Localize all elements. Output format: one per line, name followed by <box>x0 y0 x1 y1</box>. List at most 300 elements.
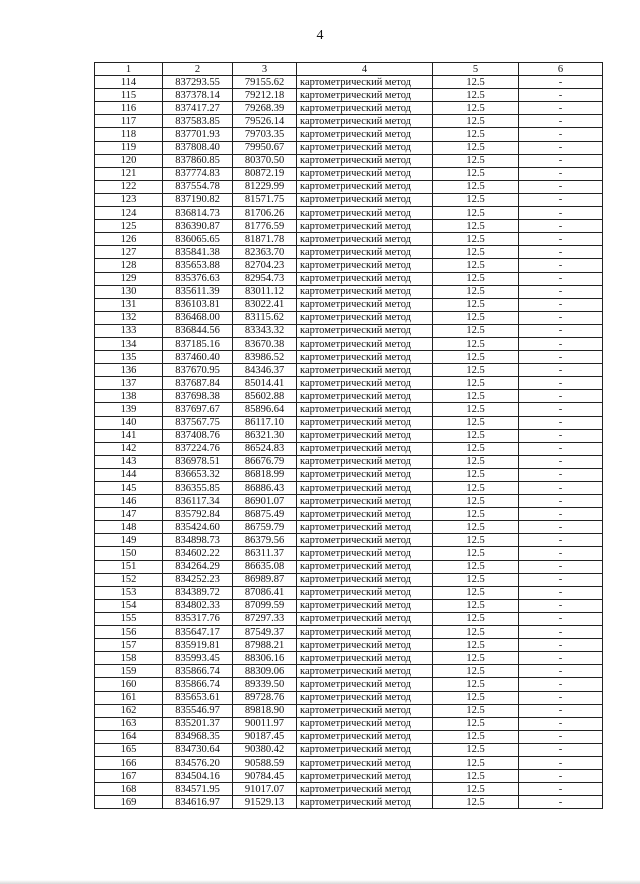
method-cell: картометрический метод <box>297 272 433 285</box>
note-cell: - <box>519 167 603 180</box>
note-cell: - <box>519 612 603 625</box>
table-row <box>95 193 603 206</box>
point-number-cell: 144 <box>95 468 163 481</box>
y-coordinate-cell: 86886.43 <box>233 482 297 495</box>
method-cell: картометрический метод <box>297 783 433 796</box>
y-coordinate-cell: 81571.75 <box>233 193 297 206</box>
y-coordinate-cell: 83670.38 <box>233 337 297 350</box>
point-number-cell: 136 <box>95 364 163 377</box>
x-coordinate-cell: 835866.74 <box>163 665 233 678</box>
note-cell: - <box>519 403 603 416</box>
table-row <box>95 337 603 350</box>
table-row <box>95 102 603 115</box>
x-coordinate-cell: 837378.14 <box>163 89 233 102</box>
note-cell: - <box>519 128 603 141</box>
y-coordinate-cell: 81776.59 <box>233 220 297 233</box>
note-cell: - <box>519 743 603 756</box>
table-row <box>95 272 603 285</box>
accuracy-cell: 12.5 <box>433 482 519 495</box>
x-coordinate-cell: 837698.38 <box>163 390 233 403</box>
method-cell: картометрический метод <box>297 560 433 573</box>
table-row <box>95 796 603 809</box>
accuracy-cell: 12.5 <box>433 416 519 429</box>
note-cell: - <box>519 364 603 377</box>
note-cell: - <box>519 246 603 259</box>
y-coordinate-cell: 86676.79 <box>233 455 297 468</box>
y-coordinate-cell: 90784.45 <box>233 770 297 783</box>
note-cell: - <box>519 678 603 691</box>
point-number-cell: 168 <box>95 783 163 796</box>
accuracy-cell: 12.5 <box>433 246 519 259</box>
method-cell: картометрический метод <box>297 324 433 337</box>
note-cell: - <box>519 390 603 403</box>
table-row <box>95 180 603 193</box>
x-coordinate-cell: 835317.76 <box>163 612 233 625</box>
point-number-cell: 160 <box>95 678 163 691</box>
y-coordinate-cell: 81871.78 <box>233 233 297 246</box>
method-cell: картометрический метод <box>297 626 433 639</box>
note-cell: - <box>519 730 603 743</box>
point-number-cell: 164 <box>95 730 163 743</box>
method-cell: картометрический метод <box>297 678 433 691</box>
y-coordinate-cell: 79950.67 <box>233 141 297 154</box>
y-coordinate-cell: 86875.49 <box>233 508 297 521</box>
point-number-cell: 135 <box>95 351 163 364</box>
method-cell: картометрический метод <box>297 730 433 743</box>
accuracy-cell: 12.5 <box>433 534 519 547</box>
table-row <box>95 285 603 298</box>
y-coordinate-cell: 87549.37 <box>233 626 297 639</box>
accuracy-cell: 12.5 <box>433 442 519 455</box>
note-cell: - <box>519 626 603 639</box>
x-coordinate-cell: 836844.56 <box>163 324 233 337</box>
y-coordinate-cell: 86989.87 <box>233 573 297 586</box>
x-coordinate-cell: 837860.85 <box>163 154 233 167</box>
x-coordinate-cell: 837293.55 <box>163 76 233 89</box>
accuracy-cell: 12.5 <box>433 128 519 141</box>
x-coordinate-cell: 835919.81 <box>163 639 233 652</box>
y-coordinate-cell: 84346.37 <box>233 364 297 377</box>
y-coordinate-cell: 81706.26 <box>233 207 297 220</box>
accuracy-cell: 12.5 <box>433 573 519 586</box>
note-cell: - <box>519 442 603 455</box>
note-cell: - <box>519 468 603 481</box>
y-coordinate-cell: 91017.07 <box>233 783 297 796</box>
note-cell: - <box>519 534 603 547</box>
method-cell: картометрический метод <box>297 351 433 364</box>
accuracy-cell: 12.5 <box>433 364 519 377</box>
note-cell: - <box>519 429 603 442</box>
point-number-cell: 169 <box>95 796 163 809</box>
y-coordinate-cell: 81229.99 <box>233 180 297 193</box>
table-row <box>95 573 603 586</box>
y-coordinate-cell: 87099.59 <box>233 599 297 612</box>
accuracy-cell: 12.5 <box>433 508 519 521</box>
point-number-cell: 129 <box>95 272 163 285</box>
point-number-cell: 122 <box>95 180 163 193</box>
point-number-cell: 165 <box>95 743 163 756</box>
x-coordinate-cell: 834264.29 <box>163 560 233 573</box>
table-body <box>95 76 603 809</box>
y-coordinate-cell: 86321.30 <box>233 429 297 442</box>
method-cell: картометрический метод <box>297 298 433 311</box>
y-coordinate-cell: 82954.73 <box>233 272 297 285</box>
x-coordinate-cell: 837460.40 <box>163 351 233 364</box>
note-cell: - <box>519 717 603 730</box>
x-coordinate-cell: 834389.72 <box>163 586 233 599</box>
y-coordinate-cell: 90588.59 <box>233 756 297 769</box>
point-number-cell: 166 <box>95 756 163 769</box>
x-coordinate-cell: 835792.84 <box>163 508 233 521</box>
x-coordinate-cell: 836390.87 <box>163 220 233 233</box>
table-row <box>95 442 603 455</box>
point-number-cell: 161 <box>95 691 163 704</box>
y-coordinate-cell: 90380.42 <box>233 743 297 756</box>
column-header-2: 2 <box>163 63 233 76</box>
x-coordinate-cell: 836978.51 <box>163 455 233 468</box>
method-cell: картометрический метод <box>297 743 433 756</box>
table-row <box>95 403 603 416</box>
point-number-cell: 123 <box>95 193 163 206</box>
x-coordinate-cell: 837697.67 <box>163 403 233 416</box>
accuracy-cell: 12.5 <box>433 89 519 102</box>
note-cell: - <box>519 337 603 350</box>
method-cell: картометрический метод <box>297 128 433 141</box>
table-row <box>95 612 603 625</box>
method-cell: картометрический метод <box>297 599 433 612</box>
x-coordinate-cell: 834602.22 <box>163 547 233 560</box>
accuracy-cell: 12.5 <box>433 495 519 508</box>
point-number-cell: 155 <box>95 612 163 625</box>
note-cell: - <box>519 141 603 154</box>
accuracy-cell: 12.5 <box>433 770 519 783</box>
point-number-cell: 130 <box>95 285 163 298</box>
y-coordinate-cell: 91529.13 <box>233 796 297 809</box>
point-number-cell: 149 <box>95 534 163 547</box>
y-coordinate-cell: 86635.08 <box>233 560 297 573</box>
method-cell: картометрический метод <box>297 547 433 560</box>
point-number-cell: 148 <box>95 521 163 534</box>
point-number-cell: 163 <box>95 717 163 730</box>
method-cell: картометрический метод <box>297 246 433 259</box>
y-coordinate-cell: 86524.83 <box>233 442 297 455</box>
table-row <box>95 756 603 769</box>
table-row <box>95 665 603 678</box>
y-coordinate-cell: 86901.07 <box>233 495 297 508</box>
table-row <box>95 298 603 311</box>
table-row <box>95 495 603 508</box>
y-coordinate-cell: 86311.37 <box>233 547 297 560</box>
accuracy-cell: 12.5 <box>433 756 519 769</box>
y-coordinate-cell: 87086.41 <box>233 586 297 599</box>
y-coordinate-cell: 88306.16 <box>233 652 297 665</box>
x-coordinate-cell: 836653.32 <box>163 468 233 481</box>
method-cell: картометрический метод <box>297 717 433 730</box>
method-cell: картометрический метод <box>297 403 433 416</box>
table-row <box>95 704 603 717</box>
accuracy-cell: 12.5 <box>433 193 519 206</box>
x-coordinate-cell: 836103.81 <box>163 298 233 311</box>
method-cell: картометрический метод <box>297 442 433 455</box>
point-number-cell: 158 <box>95 652 163 665</box>
y-coordinate-cell: 86818.99 <box>233 468 297 481</box>
method-cell: картометрический метод <box>297 612 433 625</box>
note-cell: - <box>519 207 603 220</box>
note-cell: - <box>519 639 603 652</box>
accuracy-cell: 12.5 <box>433 207 519 220</box>
accuracy-cell: 12.5 <box>433 390 519 403</box>
accuracy-cell: 12.5 <box>433 691 519 704</box>
table-row <box>95 717 603 730</box>
point-number-cell: 162 <box>95 704 163 717</box>
table-row <box>95 599 603 612</box>
note-cell: - <box>519 482 603 495</box>
point-number-cell: 133 <box>95 324 163 337</box>
method-cell: картометрический метод <box>297 154 433 167</box>
y-coordinate-cell: 90187.45 <box>233 730 297 743</box>
table-row <box>95 626 603 639</box>
accuracy-cell: 12.5 <box>433 612 519 625</box>
note-cell: - <box>519 311 603 324</box>
method-cell: картометрический метод <box>297 220 433 233</box>
method-cell: картометрический метод <box>297 756 433 769</box>
y-coordinate-cell: 83011.12 <box>233 285 297 298</box>
x-coordinate-cell: 834802.33 <box>163 599 233 612</box>
note-cell: - <box>519 285 603 298</box>
table-row <box>95 521 603 534</box>
x-coordinate-cell: 837224.76 <box>163 442 233 455</box>
accuracy-cell: 12.5 <box>433 285 519 298</box>
coordinates-table <box>94 62 603 809</box>
y-coordinate-cell: 83343.32 <box>233 324 297 337</box>
x-coordinate-cell: 834968.35 <box>163 730 233 743</box>
table-row <box>95 482 603 495</box>
y-coordinate-cell: 79212.18 <box>233 89 297 102</box>
x-coordinate-cell: 837190.82 <box>163 193 233 206</box>
accuracy-cell: 12.5 <box>433 115 519 128</box>
x-coordinate-cell: 835993.45 <box>163 652 233 665</box>
accuracy-cell: 12.5 <box>433 547 519 560</box>
y-coordinate-cell: 79526.14 <box>233 115 297 128</box>
note-cell: - <box>519 102 603 115</box>
x-coordinate-cell: 835424.60 <box>163 521 233 534</box>
header-row <box>95 63 603 76</box>
method-cell: картометрический метод <box>297 416 433 429</box>
note-cell: - <box>519 508 603 521</box>
table-row <box>95 141 603 154</box>
table-row <box>95 652 603 665</box>
method-cell: картометрический метод <box>297 468 433 481</box>
accuracy-cell: 12.5 <box>433 220 519 233</box>
y-coordinate-cell: 85896.64 <box>233 403 297 416</box>
accuracy-cell: 12.5 <box>433 429 519 442</box>
column-header-6: 6 <box>519 63 603 76</box>
note-cell: - <box>519 756 603 769</box>
accuracy-cell: 12.5 <box>433 783 519 796</box>
accuracy-cell: 12.5 <box>433 377 519 390</box>
y-coordinate-cell: 82704.23 <box>233 259 297 272</box>
point-number-cell: 145 <box>95 482 163 495</box>
x-coordinate-cell: 835653.61 <box>163 691 233 704</box>
point-number-cell: 115 <box>95 89 163 102</box>
x-coordinate-cell: 834252.23 <box>163 573 233 586</box>
method-cell: картометрический метод <box>297 586 433 599</box>
accuracy-cell: 12.5 <box>433 521 519 534</box>
point-number-cell: 141 <box>95 429 163 442</box>
x-coordinate-cell: 835841.38 <box>163 246 233 259</box>
x-coordinate-cell: 834571.95 <box>163 783 233 796</box>
table-row <box>95 678 603 691</box>
method-cell: картометрический метод <box>297 495 433 508</box>
note-cell: - <box>519 770 603 783</box>
table-header <box>95 63 603 76</box>
method-cell: картометрический метод <box>297 704 433 717</box>
accuracy-cell: 12.5 <box>433 167 519 180</box>
note-cell: - <box>519 586 603 599</box>
note-cell: - <box>519 652 603 665</box>
x-coordinate-cell: 834730.64 <box>163 743 233 756</box>
x-coordinate-cell: 836814.73 <box>163 207 233 220</box>
note-cell: - <box>519 180 603 193</box>
point-number-cell: 159 <box>95 665 163 678</box>
table-row <box>95 730 603 743</box>
method-cell: картометрический метод <box>297 102 433 115</box>
y-coordinate-cell: 89728.76 <box>233 691 297 704</box>
point-number-cell: 127 <box>95 246 163 259</box>
point-number-cell: 137 <box>95 377 163 390</box>
method-cell: картометрический метод <box>297 193 433 206</box>
accuracy-cell: 12.5 <box>433 337 519 350</box>
point-number-cell: 118 <box>95 128 163 141</box>
accuracy-cell: 12.5 <box>433 324 519 337</box>
accuracy-cell: 12.5 <box>433 351 519 364</box>
method-cell: картометрический метод <box>297 534 433 547</box>
x-coordinate-cell: 834898.73 <box>163 534 233 547</box>
x-coordinate-cell: 834504.16 <box>163 770 233 783</box>
table-row <box>95 534 603 547</box>
table-row <box>95 154 603 167</box>
note-cell: - <box>519 416 603 429</box>
y-coordinate-cell: 90011.97 <box>233 717 297 730</box>
point-number-cell: 167 <box>95 770 163 783</box>
table-row <box>95 416 603 429</box>
accuracy-cell: 12.5 <box>433 298 519 311</box>
point-number-cell: 151 <box>95 560 163 573</box>
x-coordinate-cell: 837417.27 <box>163 102 233 115</box>
method-cell: картометрический метод <box>297 377 433 390</box>
x-coordinate-cell: 835201.37 <box>163 717 233 730</box>
method-cell: картометрический метод <box>297 665 433 678</box>
y-coordinate-cell: 79155.62 <box>233 76 297 89</box>
table-row <box>95 246 603 259</box>
accuracy-cell: 12.5 <box>433 403 519 416</box>
accuracy-cell: 12.5 <box>433 233 519 246</box>
table-row <box>95 468 603 481</box>
method-cell: картометрический метод <box>297 233 433 246</box>
x-coordinate-cell: 834576.20 <box>163 756 233 769</box>
point-number-cell: 116 <box>95 102 163 115</box>
table-row <box>95 364 603 377</box>
x-coordinate-cell: 837670.95 <box>163 364 233 377</box>
accuracy-cell: 12.5 <box>433 455 519 468</box>
accuracy-cell: 12.5 <box>433 652 519 665</box>
point-number-cell: 128 <box>95 259 163 272</box>
point-number-cell: 134 <box>95 337 163 350</box>
note-cell: - <box>519 704 603 717</box>
method-cell: картометрический метод <box>297 482 433 495</box>
method-cell: картометрический метод <box>297 639 433 652</box>
note-cell: - <box>519 233 603 246</box>
y-coordinate-cell: 85014.41 <box>233 377 297 390</box>
method-cell: картометрический метод <box>297 364 433 377</box>
accuracy-cell: 12.5 <box>433 626 519 639</box>
point-number-cell: 153 <box>95 586 163 599</box>
method-cell: картометрический метод <box>297 76 433 89</box>
table-row <box>95 560 603 573</box>
note-cell: - <box>519 573 603 586</box>
point-number-cell: 124 <box>95 207 163 220</box>
y-coordinate-cell: 86759.79 <box>233 521 297 534</box>
method-cell: картометрический метод <box>297 770 433 783</box>
x-coordinate-cell: 835866.74 <box>163 678 233 691</box>
table-row <box>95 128 603 141</box>
note-cell: - <box>519 154 603 167</box>
y-coordinate-cell: 83986.52 <box>233 351 297 364</box>
point-number-cell: 131 <box>95 298 163 311</box>
y-coordinate-cell: 79703.35 <box>233 128 297 141</box>
table-row <box>95 351 603 364</box>
table-row <box>95 207 603 220</box>
method-cell: картометрический метод <box>297 180 433 193</box>
x-coordinate-cell: 835653.88 <box>163 259 233 272</box>
note-cell: - <box>519 115 603 128</box>
note-cell: - <box>519 455 603 468</box>
y-coordinate-cell: 87297.33 <box>233 612 297 625</box>
point-number-cell: 142 <box>95 442 163 455</box>
accuracy-cell: 12.5 <box>433 796 519 809</box>
table-row <box>95 259 603 272</box>
note-cell: - <box>519 272 603 285</box>
method-cell: картометрический метод <box>297 337 433 350</box>
method-cell: картометрический метод <box>297 691 433 704</box>
x-coordinate-cell: 836117.34 <box>163 495 233 508</box>
table-row <box>95 770 603 783</box>
x-coordinate-cell: 837567.75 <box>163 416 233 429</box>
table-row <box>95 115 603 128</box>
table-row <box>95 377 603 390</box>
x-coordinate-cell: 835376.63 <box>163 272 233 285</box>
x-coordinate-cell: 836355.85 <box>163 482 233 495</box>
table-row <box>95 233 603 246</box>
table-row <box>95 390 603 403</box>
column-header-4: 4 <box>297 63 433 76</box>
note-cell: - <box>519 691 603 704</box>
x-coordinate-cell: 837554.78 <box>163 180 233 193</box>
note-cell: - <box>519 599 603 612</box>
y-coordinate-cell: 87988.21 <box>233 639 297 652</box>
method-cell: картометрический метод <box>297 311 433 324</box>
accuracy-cell: 12.5 <box>433 586 519 599</box>
x-coordinate-cell: 835611.39 <box>163 285 233 298</box>
y-coordinate-cell: 83115.62 <box>233 311 297 324</box>
y-coordinate-cell: 79268.39 <box>233 102 297 115</box>
point-number-cell: 125 <box>95 220 163 233</box>
column-header-3: 3 <box>233 63 297 76</box>
method-cell: картометрический метод <box>297 167 433 180</box>
point-number-cell: 143 <box>95 455 163 468</box>
y-coordinate-cell: 83022.41 <box>233 298 297 311</box>
table-row <box>95 311 603 324</box>
